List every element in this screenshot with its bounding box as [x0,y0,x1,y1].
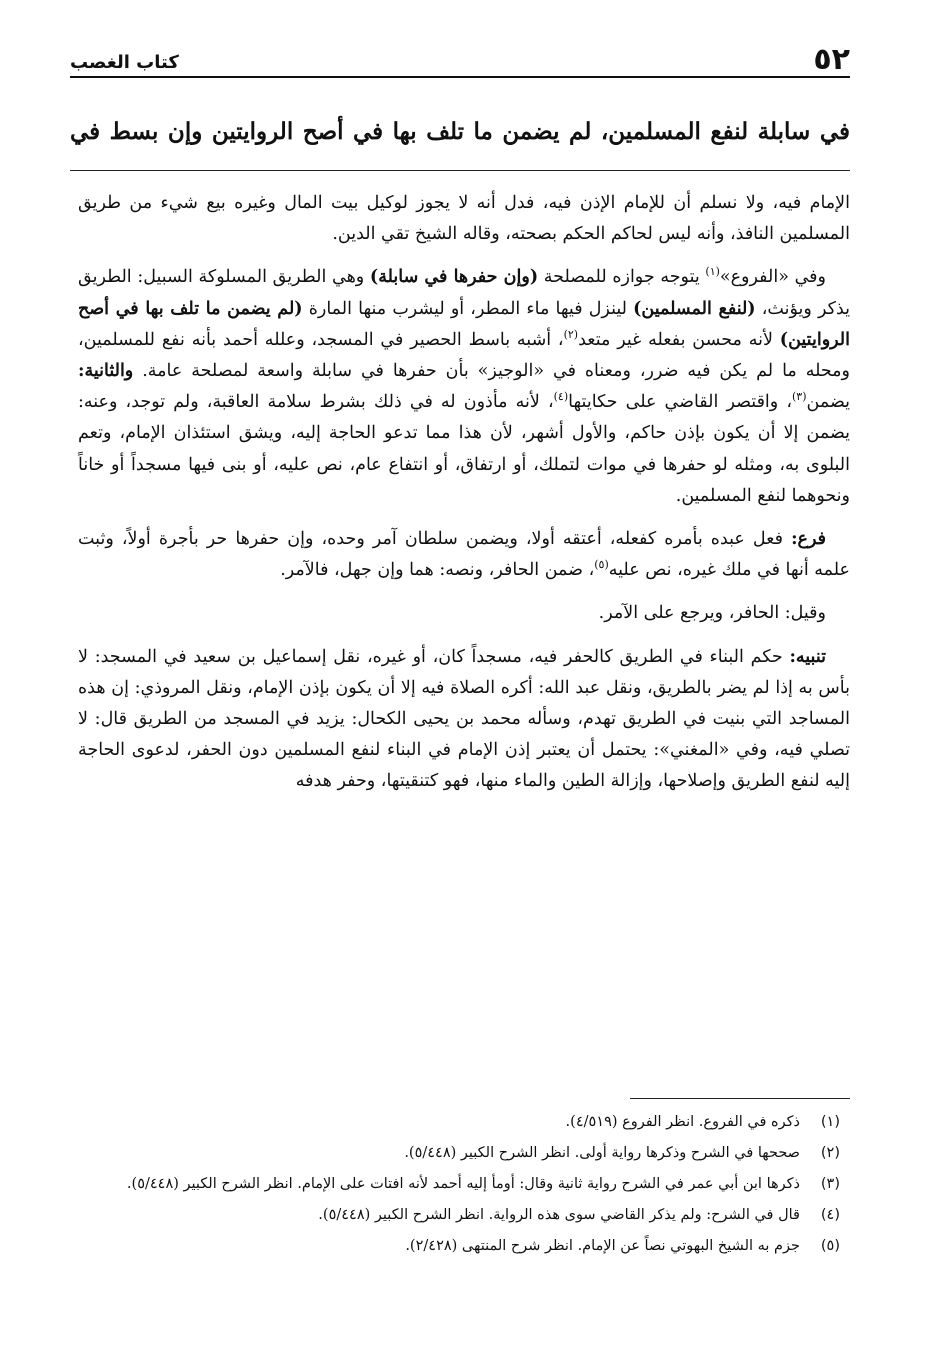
footnote [90,1141,840,1165]
footnote-text: ذكرها ابن أبي عمر في الشرح رواية ثانية وقال: أومأ إليه أحمد لأنه افتات على الإمام. انظر الشرح الكبير (٥/٤٤٨). [126,1176,800,1192]
chapter-title: كتاب الغصب [70,52,179,73]
paragraph-3 [78,524,850,586]
footnote-text: صححها في الشرح وذكرها رواية أولى. انظر الشرح الكبير (٥/٤٤٨). [404,1145,800,1161]
footnote-ref-5: (٥) [594,558,609,572]
text-run: لينزل فيها ماء المطر، أو ليشرب منها المارة [302,298,634,319]
text-run: يضمن [806,392,851,413]
footnote-text: جزم به الشيخ البهوتي نصاً عن الإمام. انظر شرح المنتهى (٢/٤٢٨). [405,1238,800,1254]
footnote-ref-2: (٢) [563,327,579,341]
paragraph-1: الإمام فيه، ولا نسلم أن للإمام الإذن فيه، فدل أنه لا يجوز لوكيل بيت المال وغيره بيع شيء من طريق المسلمين النافذ، وأنه ليس لحاكم الحكم بصحته، وقاله الشيخ تقي الدين. [78,193,850,245]
footnote [90,1234,840,1258]
matn-quote: (لنفع المسلمين) [633,298,756,319]
text-run: فعل عبده بأمره كفعله، أعتقه أولا، ويضمن سلطان آمر وحده، وإن حفرها حر بأجرة أولاً، وثبت علمه أنها في ملك غيره، نص عليه [78,529,850,581]
matn-rule [70,170,850,171]
text-run: ، أشبه باسط الحصير في المسجد، وعلله أحمد بأنه نفع للمسلمين، ومحله ما لم يكن فيه ضرر، ومعناه في «الوجيز» بأن حفرها في سابلة واسعة لمصلحة عامة. [78,329,850,382]
paragraph-2 [78,262,850,512]
matn-quote: (لم يضمن ما تلف بها في أصح الروايتين) [78,298,850,350]
paragraph-4: وقيل: الحافر، ويرجع على الآمر. [598,603,826,624]
text-run: ، ضمن الحافر، ونصه: هما وإن جهل، فالآمر. [280,560,595,581]
footnote-ref-3: (٣) [792,390,807,404]
footnote [90,1110,840,1134]
footnote-number: (٤) [820,1207,840,1223]
far-label: فرع: [791,529,826,550]
text-run: يتوجه جوازه للمصلحة [538,267,706,288]
text-run: ، واقتصر القاضي على حكايتها [568,392,792,413]
commentary-body [78,188,850,810]
footnote-text: قال في الشرح: ولم يذكر القاضي سوى هذه الرواية. انظر الشرح الكبير (٥/٤٤٨). [318,1207,800,1223]
text-run: لأنه محسن بفعله غير متعد [578,329,780,350]
footnote-number: (٣) [820,1176,840,1192]
matn-text: في سابلة لنفع المسلمين، لم يضمن ما تلف بها في أصح الروايتين وإن بسط في [70,118,850,145]
tanbih-label: تنبيه: [789,646,826,667]
header-rule [70,76,850,78]
footnote [90,1203,840,1227]
running-header [70,38,850,78]
footnote [90,1172,840,1196]
text-run: حكم البناء في الطريق كالحفر فيه، مسجداً كان، أو غيره، نقل إسماعيل بن سعيد في المسجد: لا بأس به إذا لم يضر بالطريق، ونقل عبد الله: أكره الصلاة فيه إلا أن يكون بإذن الإمام، ونقل المروذي: إن هذه المساجد التي بنيت في الطريق تهدم، وسأله محمد بن يحيى الكحال: يزيد في المسجد من الطريق قال: لا تصلي فيه، وفي «المغني»: يحتمل أن يعتبر إذن الإمام في البناء لنفع المسلمين دون الحفر، لدعوى الحاجة إليه لنفع الطريق وإصلاحها، وإزالة الطين والماء منها، فهو كتنقيتها، وحفر هدفه [78,646,850,792]
second-narration-label: والثانية: [78,361,134,382]
text-run: وهي الطريق المسلوكة السبيل: الطريق يذكر ويؤنث، [78,267,851,319]
footnote-number: (١) [820,1114,840,1130]
footnote-number: (٢) [820,1145,840,1161]
footnote-rule [630,1098,850,1099]
page-number: ٥٢ [813,42,850,77]
footnotes [90,1110,840,1265]
footnote-ref-1: (١) [705,265,720,279]
paragraph-5 [78,642,850,798]
footnote-text: ذكره في الفروع. انظر الفروع (٤/٥١٩). [565,1114,800,1130]
footnote-number: (٥) [820,1238,840,1254]
matn-quote: (وإن حفرها في سابلة) [369,267,539,288]
text-run: ، لأنه مأذون له في ذلك بشرط سلامة العاقبة، ولم توجد، وعنه: يضمن إلا أن يكون بإذن حاكم، والأول أشهر، لأن هذا مما تدعو الحاجة إليه، ويشق استئذان الإمام، وتعم البلوى به، ومثله لو حفرها في موات لتملك، أو ارتفاق، أو انتفاع عام، نص عليه، أو بنى فيها مسجداً أو خاناً ونحوهما لنفع المسلمين. [78,392,850,506]
text-run: وفي «الفروع» [719,267,826,288]
footnote-ref-4: (٤) [553,390,569,404]
